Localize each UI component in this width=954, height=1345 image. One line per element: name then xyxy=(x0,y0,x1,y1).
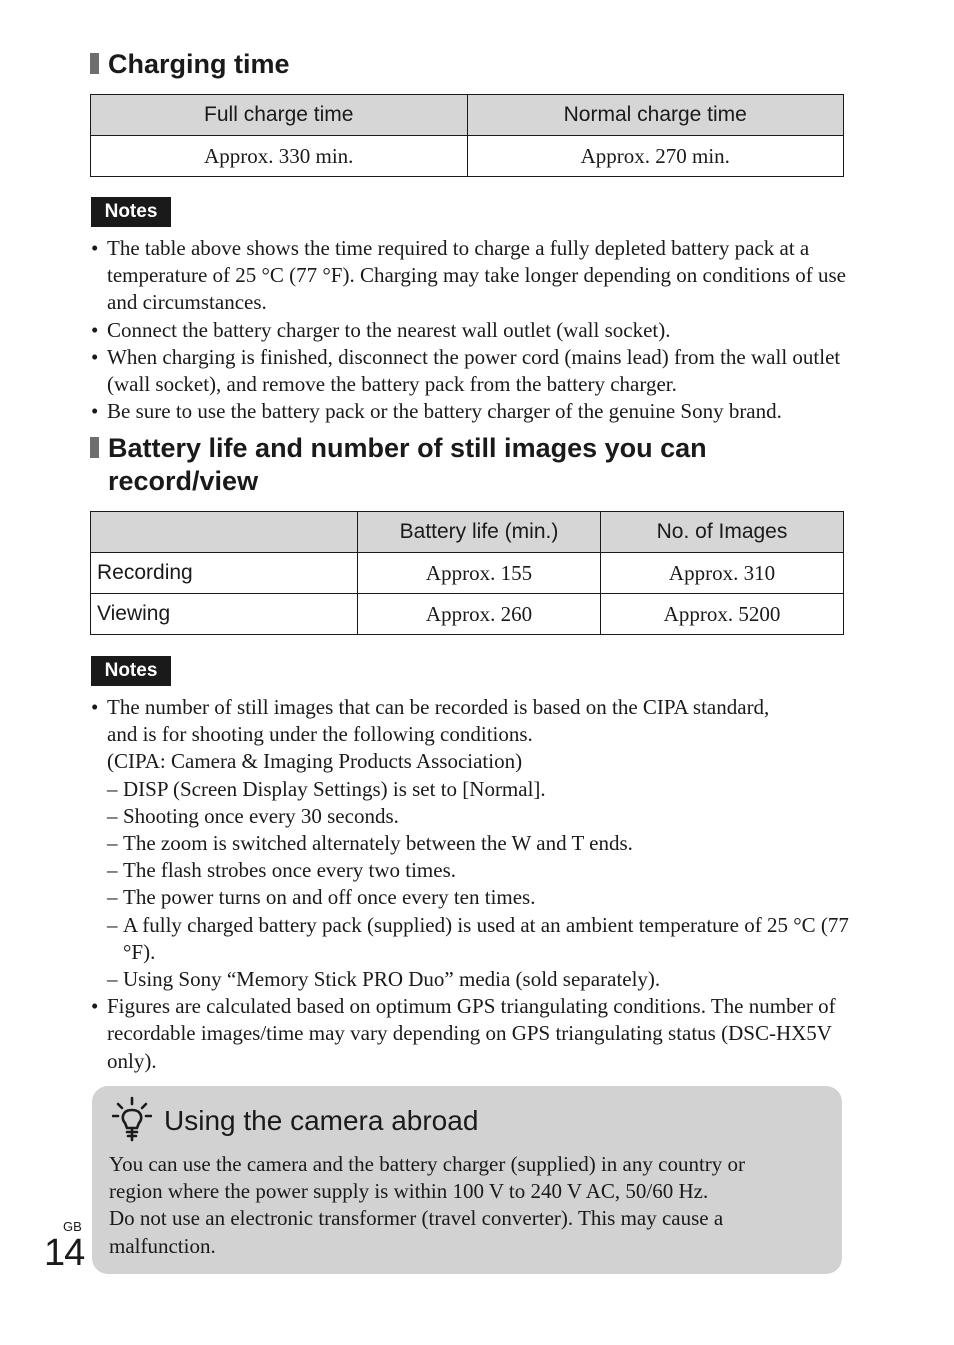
list-item: • Connect the battery charger to the nearest wall outlet (wall socket). xyxy=(90,317,850,344)
row-label: Recording xyxy=(91,553,358,594)
tip-text-line: malfunction. xyxy=(109,1233,216,1258)
lightbulb-icon xyxy=(112,1096,152,1142)
tip-text-line: You can use the camera and the battery charger (supplied) in any country or xyxy=(109,1152,746,1176)
table-header-cell: Full charge time xyxy=(91,95,468,136)
tip-text-line: region where the power supply is within 100 V to 240 V AC, 50/60 Hz. xyxy=(109,1179,709,1204)
notes-label: Notes xyxy=(91,656,171,686)
charging-notes-list xyxy=(90,235,850,425)
dash-marker: – xyxy=(107,831,118,856)
table-cell: Approx. 310 xyxy=(601,553,844,594)
table-header-cell: Normal charge time xyxy=(467,95,844,136)
condition-item: – The flash strobes once every two times. xyxy=(107,857,850,884)
table-cell: Approx. 155 xyxy=(358,553,601,594)
tip-box xyxy=(92,1086,842,1274)
bullet-marker: • xyxy=(91,344,99,369)
tip-body xyxy=(109,1151,829,1260)
section-heading-charging-time: Charging time xyxy=(90,48,290,81)
table-header-cell: Battery life (min.) xyxy=(358,512,601,553)
list-item: • When charging is finished, disconnect the power cord (mains lead) from the wall outlet (wall socket), and remove the battery pack from the battery charger. xyxy=(91,344,841,397)
table-row xyxy=(91,594,844,635)
dash-marker: – xyxy=(107,885,118,910)
table-cell: Approx. 5200 xyxy=(601,594,844,635)
notes-label: Notes xyxy=(91,197,171,227)
bullet-marker: • xyxy=(91,695,99,719)
table-header-row xyxy=(91,95,844,136)
region-code: GB xyxy=(63,1219,82,1234)
list-item: • Figures are calculated based on optimum GPS triangulating conditions. The number of recordable images/time may vary depending on GPS triangulating status (DSC-HX5V only). xyxy=(91,994,836,1073)
table-cell: Approx. 330 min. xyxy=(91,136,468,177)
table-header-cell: No. of Images xyxy=(601,512,844,553)
condition-item: – Using Sony “Memory Stick PRO Duo” media (sold separately). xyxy=(107,966,850,993)
heading-bar-marker xyxy=(90,53,99,74)
list-item: • The number of still images that can be recorded is based on the CIPA standard, and is for shooting under the following conditions. (CIPA: Camera & Imaging Products Association) – DISP (Screen Display Settings) is set to [Normal]. – Shooting once every 30 seconds. – The zoom is switched alternately between the W and T ends. – The flash strobes once every two times. – The power turns on and off once every ten times. – A fully charged battery pack (supplied) is used at an ambient temperature of 25 °C (77 °F). – Using Sony “Memory Stick PRO Duo” media (sold separately). xyxy=(90,694,850,993)
table-row xyxy=(91,136,844,177)
list-item: • Be sure to use the battery pack or the battery charger of the genuine Sony brand. xyxy=(90,398,850,425)
bullet-marker: • xyxy=(91,317,99,342)
dash-marker: – xyxy=(107,912,118,937)
table-row xyxy=(91,553,844,594)
bullet-marker: • xyxy=(91,399,99,424)
table-header-row xyxy=(91,512,844,553)
table-header-cell xyxy=(91,512,358,553)
tip-title: Using the camera abroad xyxy=(164,1105,479,1136)
table-cell: Approx. 270 min. xyxy=(467,136,844,177)
bullet-marker: • xyxy=(91,236,99,260)
dash-marker: – xyxy=(107,858,118,883)
battery-notes-list xyxy=(90,694,850,1075)
charging-time-table xyxy=(90,94,844,177)
row-label: Viewing xyxy=(91,594,358,635)
condition-item: – The zoom is switched alternately between the W and T ends. xyxy=(107,830,850,857)
section-heading-battery-life: Battery life and number of still images you can record/view xyxy=(90,432,707,498)
condition-item: – The power turns on and off once every ten times. xyxy=(107,884,850,911)
dash-marker: – xyxy=(107,776,118,801)
condition-item: – A fully charged battery pack (supplied) is used at an ambient temperature of 25 °C (77 °F). xyxy=(107,912,849,964)
table-cell: Approx. 260 xyxy=(358,594,601,635)
dash-marker: – xyxy=(107,803,118,828)
tip-text-line: Do not use an electronic transformer (travel converter). This may cause a xyxy=(109,1206,724,1231)
condition-item: – Shooting once every 30 seconds. xyxy=(107,803,850,830)
battery-life-table xyxy=(90,511,844,635)
list-item: • The table above shows the time required to charge a fully depleted battery pack at a temperature of 25 °C (77 °F). Charging may take longer depending on conditions of use and circumstances. xyxy=(91,236,846,315)
dash-marker: – xyxy=(107,967,118,992)
page-number: 14 xyxy=(44,1232,85,1274)
condition-item: – DISP (Screen Display Settings) is set to [Normal]. xyxy=(107,776,850,803)
heading-bar-marker xyxy=(90,437,99,458)
bullet-marker: • xyxy=(91,994,99,1019)
